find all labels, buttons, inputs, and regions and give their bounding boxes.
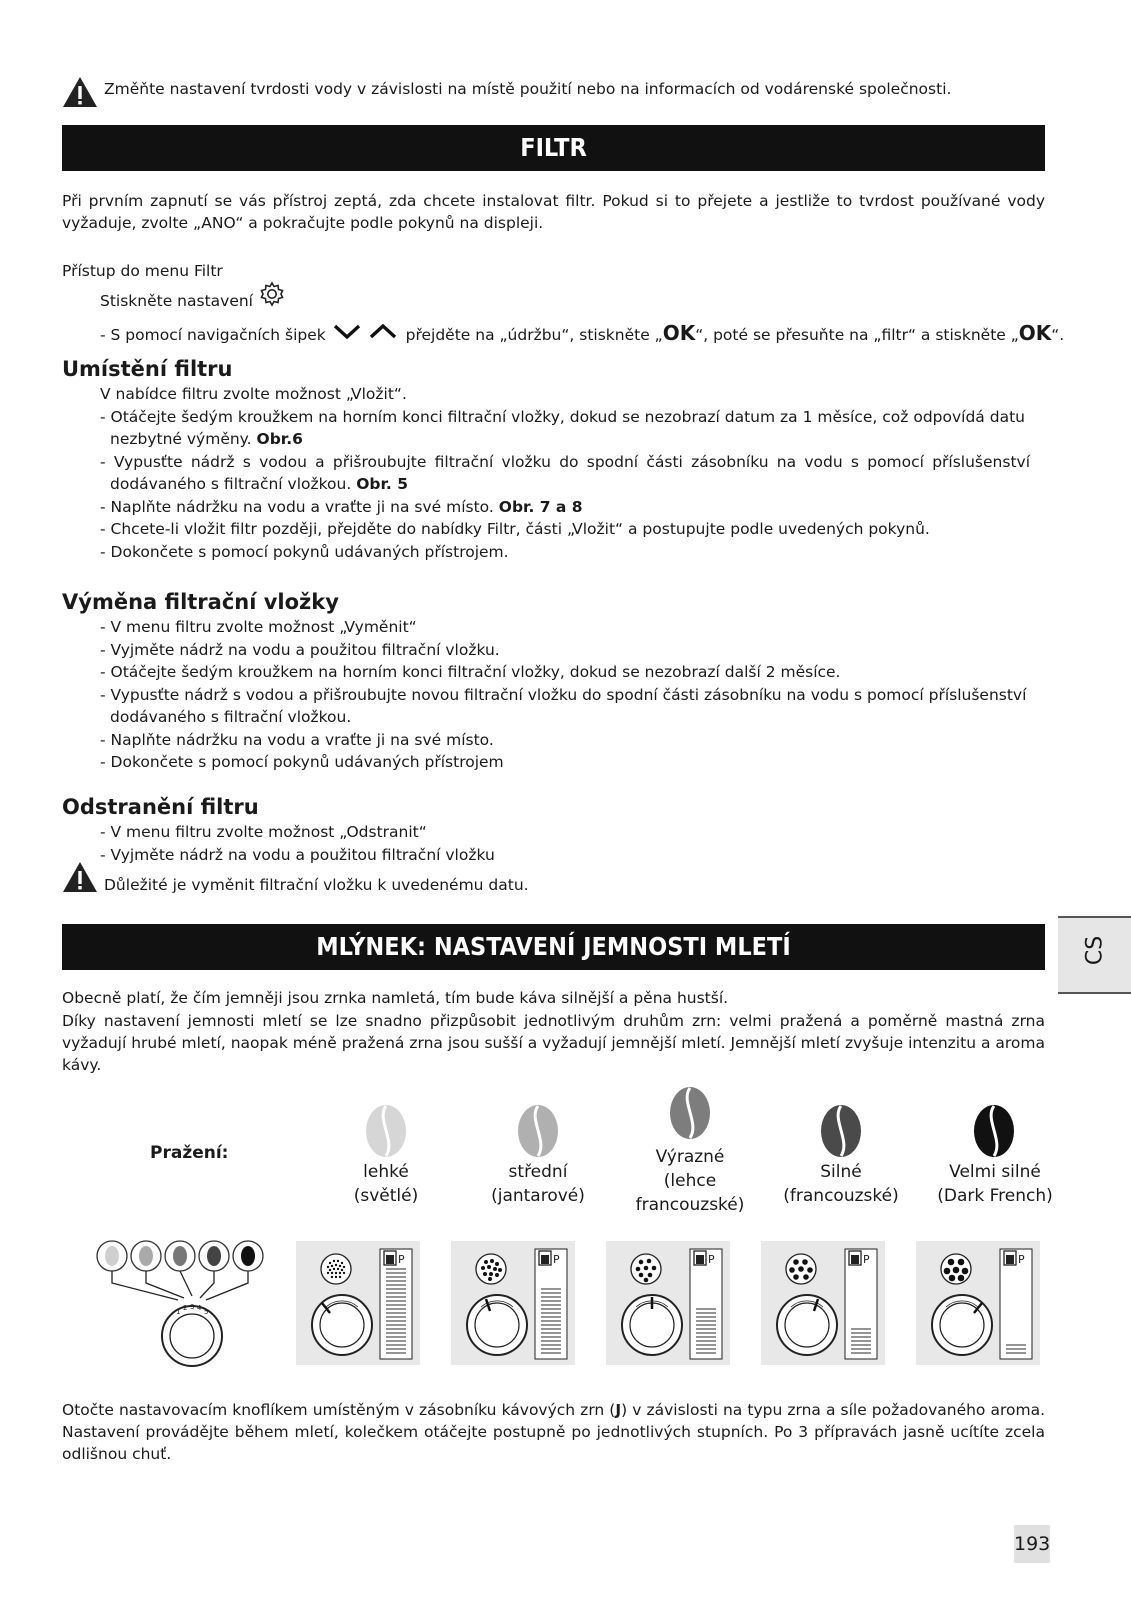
svg-text:P: P — [553, 1253, 560, 1266]
mlynek-paragraph-3 — [62, 1399, 1045, 1465]
nav-prefix: - S pomocí navigačních šipek — [100, 326, 326, 344]
warning-replace-date: Důležité je vyměnit filtrační vložku k uvedenému datu. — [104, 876, 529, 894]
umisteni-line-2b-text: nezbytné výměny. — [110, 430, 252, 448]
p3-text-b: ) v závislosti na typu zrna a síle požadovaného aroma. Nastavení provádějte během mletí, kolečkem otáčejte postupně po jednotlivých stupních. Po 3 přípravách jasně ucítíte zcela odlišnou chuť. — [62, 1401, 1046, 1463]
svg-text:P: P — [1018, 1253, 1025, 1266]
filtr-intro: Při prvním zapnutí se vás přístroj zeptá, zda chcete instalovat filtr. Pokud si to přejete a jestliže to tvrdost používané vody vyžaduje, zvolte „ANO“ a pokračujte podle pokynů na displeji. — [62, 192, 1045, 232]
umisteni-line-3b — [100, 473, 1030, 496]
roast-medium-label — [473, 1160, 603, 1208]
section-title-filtr: FILTR — [62, 125, 1045, 171]
warning-icon — [62, 76, 98, 108]
settings-gear-icon — [258, 280, 286, 308]
grind-panel-5 — [916, 1241, 1040, 1365]
roast-strong-label — [625, 1145, 755, 1217]
heading-umisteni: Umístění filtru — [62, 357, 233, 381]
odstraneni-line-2: - Vyjměte nádrž na vodu a použitou filtrační vložku — [100, 845, 495, 864]
roast-light-desc: (světlé) — [353, 1186, 419, 1206]
umisteni-line-2a: - Otáčejte šedým kroužkem na horním konci filtrační vložky, dokud se nezobrazí datum za 1 měsíce, což odpovídá datu — [100, 407, 1025, 426]
grinder-dial-overview-diagram — [96, 1238, 292, 1368]
roast-dark-french-name: Velmi silné — [949, 1162, 1041, 1182]
grind-panel-4 — [761, 1241, 885, 1365]
coffee-bean-icon-medium — [516, 1103, 560, 1159]
heading-vymena: Výměna filtrační vložky — [62, 590, 339, 614]
umisteni-line-3a: - Vypusťte nádrž s vodou a přišroubujte filtrační vložku do spodní části zásobníku na vodu s pomocí příslušenství — [100, 452, 1030, 471]
odstraneni-line-1: - V menu filtru zvolte možnost „Odstranit“ — [100, 823, 427, 841]
dial-number-1: 1 — [176, 1308, 181, 1316]
roast-medium-desc: (jantarové) — [491, 1186, 585, 1206]
coffee-bean-icon-strong — [668, 1085, 712, 1141]
roast-strong-desc-1: (lehce — [663, 1171, 717, 1191]
vymena-list — [100, 616, 1030, 774]
nav-mid2: “, poté se přesuňte na „filtr“ a stiskněte „ — [695, 326, 1019, 344]
svg-text:P: P — [863, 1253, 870, 1266]
warning-water-hardness: Změňte nastavení tvrdosti vody v závislosti na místě použití nebo na informacích od vodárenské společnosti. — [104, 80, 952, 98]
roast-light-label — [321, 1160, 451, 1208]
page-number: 193 — [1014, 1525, 1050, 1563]
roast-dark-french-label — [920, 1160, 1070, 1208]
roast-french-label — [776, 1160, 906, 1208]
roast-strong-name: Výrazné — [655, 1147, 725, 1167]
grind-setting-3-diagram — [606, 1241, 730, 1365]
roast-label: Pražení: — [150, 1143, 229, 1163]
mlynek-paragraph-2: Díky nastavení jemnosti mletí se lze snadno přizpůsobit jednotlivým druhům zrn: velmi pražená a poměrně mastná zrna vyžadují hrubé mletí, naopak méně pražená zrna jsou sušší a vyžadují jemnější mletí. Jemnější mletí zvyšuje intenzitu a aroma kávy. — [62, 1012, 1045, 1074]
grind-panel-3 — [606, 1241, 730, 1365]
vymena-line-4a: - Vypusťte nádrž s vodou a přišroubujte novou filtrační vložku do spodní části zásobníku na vodu s pomocí příslušenství — [100, 685, 1027, 704]
vymena-line-3: - Otáčejte šedým kroužkem na horním konci filtrační vložky, dokud se nezobrazí další 2 měsíce. — [100, 663, 841, 681]
roast-dark-french-desc: (Dark French) — [937, 1186, 1053, 1206]
vymena-line-5: - Naplňte nádržku na vodu a vraťte ji na své místo. — [100, 730, 494, 749]
ref-obr7-8: Obr. 7 a 8 — [498, 497, 583, 516]
grind-setting-5-diagram — [916, 1241, 1040, 1365]
vymena-line-6: - Dokončete s pomocí pokynů udávaných přístrojem — [100, 753, 504, 771]
svg-text:P: P — [708, 1253, 715, 1266]
dial-number-3: 3 — [190, 1303, 195, 1311]
ok-label-2: OK — [1018, 321, 1052, 345]
dial-number-4: 4 — [197, 1304, 202, 1312]
coffee-bean-icon-light — [364, 1103, 408, 1159]
dial-number-5: 5 — [204, 1308, 209, 1316]
ref-obr5: Obr. 5 — [356, 475, 408, 493]
nav-arrows-icon — [331, 320, 401, 342]
language-side-tab — [1058, 916, 1131, 994]
nav-mid: přejděte na „údržbu“, stiskněte „ — [405, 326, 663, 344]
ref-obr6: Obr.6 — [256, 430, 303, 448]
language-code: CS — [1082, 935, 1108, 966]
umisteni-line-6: - Dokončete s pomocí pokynů udávaných přístrojem. — [100, 542, 509, 561]
dial-number-2: 2 — [183, 1304, 188, 1312]
grind-setting-2-diagram — [451, 1241, 575, 1365]
press-settings-text: Stiskněte nastavení — [100, 292, 253, 310]
svg-text:P: P — [398, 1253, 405, 1266]
roast-strong-desc-2: francouzské) — [635, 1195, 745, 1215]
vymena-line-2: - Vyjměte nádrž na vodu a použitou filtrační vložku. — [100, 640, 500, 659]
filtr-nav-line — [100, 320, 1064, 346]
odstraneni-list — [100, 821, 1030, 866]
grind-panel-2 — [451, 1241, 575, 1365]
umisteni-line-3b-text: dodávaného s filtrační vložkou. — [110, 475, 352, 493]
ok-label-1: OK — [662, 321, 696, 345]
filtr-access-title: Přístup do menu Filtr — [62, 262, 223, 280]
umisteni-line-2b — [100, 428, 1030, 451]
warning-icon — [62, 861, 98, 893]
section-title-mlynek: MLÝNEK: NASTAVENÍ JEMNOSTI MLETÍ — [62, 924, 1045, 970]
filtr-press-settings — [100, 290, 253, 312]
roast-beans — [0, 1085, 1131, 1165]
vymena-line-4b: dodávaného s filtrační vložkou. — [110, 708, 352, 726]
umisteni-line-5: - Chcete-li vložit filtr později, přejděte do nabídky Filtr, části „Vložit“ a postupujte podle uvedených pokynů. — [100, 520, 930, 538]
grind-setting-1-diagram — [296, 1241, 420, 1365]
umisteni-list — [100, 383, 1030, 563]
grind-setting-4-diagram — [761, 1241, 885, 1365]
roast-medium-name: střední — [508, 1162, 568, 1182]
vymena-line-1: - V menu filtru zvolte možnost „Vyměnit“ — [100, 618, 417, 636]
heading-odstraneni: Odstranění filtru — [62, 795, 259, 819]
umisteni-line-4 — [100, 496, 1030, 519]
roast-french-name: Silné — [820, 1162, 862, 1182]
umisteni-line-4-text: - Naplňte nádržku na vodu a vraťte ji na své místo. — [100, 497, 494, 516]
mlynek-paragraph-1: Obecně platí, že čím jemněji jsou zrnka namletá, tím bude káva silnější a pěna hustší. — [62, 989, 729, 1007]
p3-text-a: Otočte nastavovacím knoflíkem umístěným v zásobníku kávových zrn ( — [62, 1401, 616, 1419]
umisteni-line-1: V nabídce filtru zvolte možnost „Vložit“. — [100, 385, 407, 403]
coffee-bean-icon-french — [819, 1103, 863, 1159]
roast-french-desc: (francouzské) — [783, 1186, 899, 1206]
grind-panel-1 — [296, 1241, 420, 1365]
p3-ref-j: J — [615, 1401, 622, 1419]
nav-end: “. — [1051, 326, 1065, 344]
coffee-bean-icon-dark-french — [972, 1103, 1016, 1159]
roast-light-name: lehké — [363, 1162, 409, 1182]
